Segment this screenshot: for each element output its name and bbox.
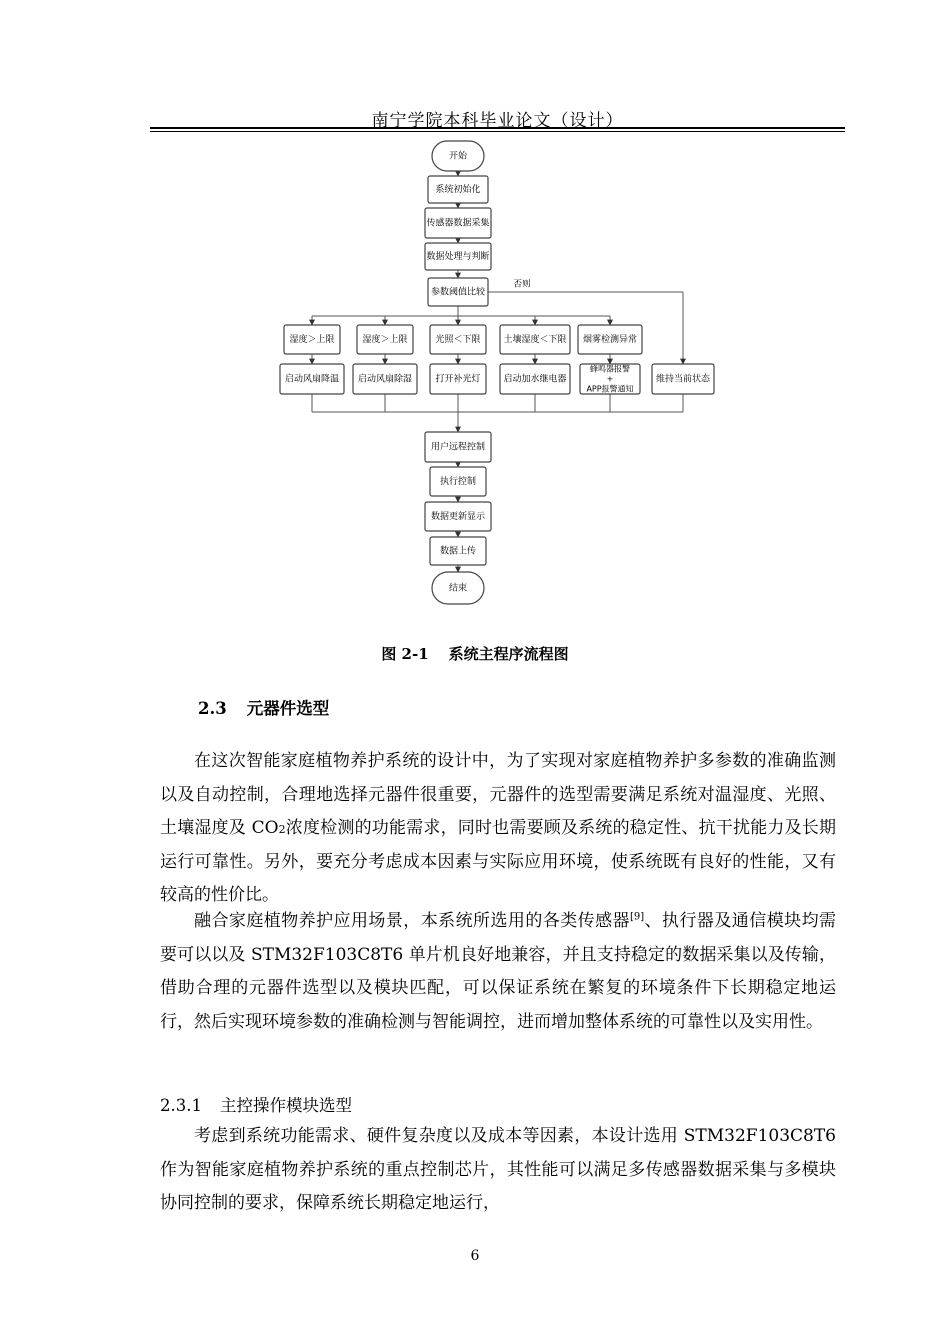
condition-label-3: 光照＜下限 [435, 335, 481, 345]
paragraph-1 [160, 745, 836, 913]
step-label-2: 传感器数据采集 [426, 218, 490, 229]
alarm-label-line1: 蜂鸣器报警 [590, 364, 630, 374]
co2-subscript: 2 [278, 823, 286, 836]
alarm-label-line3: APP报警通知 [586, 384, 634, 394]
else-label: 否则 [513, 279, 531, 290]
post-step-label-4: 数据上传 [439, 546, 477, 557]
subsection-title: 主控操作模块选型 [219, 1096, 352, 1115]
action-label-3: 打开补光灯 [435, 374, 481, 385]
figure-label: 图 2-1 [381, 645, 429, 663]
figure-caption [0, 643, 950, 664]
paragraph-2 [160, 905, 836, 1039]
condition-label-2: 湿度＞上限 [362, 335, 408, 345]
section-heading [198, 695, 329, 719]
step-label-3: 数据处理与判断 [426, 252, 490, 262]
section-number: 2.3 [198, 699, 227, 718]
start-label: 开始 [448, 151, 468, 162]
step-label-1: 系统初始化 [435, 185, 481, 195]
subsection-heading [160, 1092, 352, 1116]
paragraph-1-part-b: 浓度检测的功能需求，同时也需要顾及系统的稳定性、抗干扰能力及长期运行可靠性。另外，要充分考虑成本因素与实际应用环境，使系统既有良好的性能，又有较高的性价比。 [160, 818, 836, 905]
post-step-label-2: 执行控制 [439, 477, 477, 487]
condition-label-1: 湿度＞上限 [289, 335, 335, 345]
action-label-1: 启动风扇降温 [284, 374, 340, 385]
condition-label-4: 土壤湿度＜下限 [503, 335, 567, 345]
action-label-2: 启动风扇除湿 [357, 374, 413, 385]
citation-ref: [9] [630, 911, 645, 923]
page-number: 6 [470, 1248, 480, 1264]
section-title: 元器件选型 [246, 699, 330, 718]
paragraph-2-part-a: 融合家庭植物养护应用场景，本系统所选用的各类传感器 [194, 911, 630, 931]
subsection-number: 2.3.1 [160, 1096, 202, 1115]
default-action-label: 维持当前状态 [655, 374, 711, 385]
post-step-label-1: 用户远程控制 [430, 442, 486, 453]
alarm-label-line2: + [606, 374, 614, 384]
end-label: 结束 [448, 583, 468, 594]
paragraph-2-part-b: 、执行器及通信模块均需要可以以及 STM32F103C8T6 单片机良好地兼容，并且支持稳定的数据采集以及传输，借助合理的元器件选型以及模块匹配，可以保证系统在繁复的环境条件下长期稳定地运行，然后实现环境参数的准确检测与智能调控，进而增加整体系统的可靠性以及实用性。 [160, 911, 837, 1032]
page-header-title: 南宁学院本科毕业论文（设计） [371, 111, 624, 131]
step-label-4: 参数阈值比较 [430, 287, 486, 298]
figure-caption-text: 系统主程序流程图 [448, 645, 569, 663]
condition-label-5: 烟雾检测异常 [582, 335, 638, 345]
paragraph-3: 考虑到系统功能需求、硬件复杂度以及成本等因素，本设计选用 STM32F103C8T6 作为智能家庭植物养护系统的重点控制芯片，其性能可以满足多传感器数据采集与多模块协同控制的要求，保障系统长期稳定地运行， [160, 1126, 836, 1213]
post-step-label-3: 数据更新显示 [430, 512, 486, 522]
paragraph-1-part-a: 在这次智能家庭植物养护系统的设计中，为了实现对家庭植物养护多参数的准确监测以及自动控制，合理地选择元器件很重要，元器件的选型需要满足系统对温湿度、光照、土壤湿度及 CO [160, 751, 836, 838]
action-label-4: 启动加水继电器 [503, 374, 567, 385]
system-main-flowchart [0, 0, 950, 640]
